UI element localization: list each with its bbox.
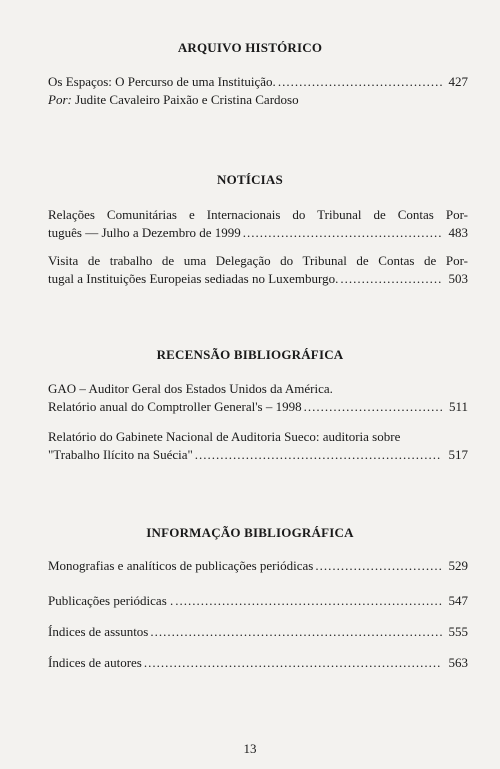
toc-line (48, 270, 468, 288)
toc-entry-espacos[interactable] (48, 73, 468, 109)
toc-entry-indices-autores[interactable] (48, 654, 468, 672)
toc-page-number: 503 (448, 271, 468, 286)
toc-page-number: 563 (448, 655, 468, 670)
dot-leader (150, 623, 442, 641)
toc-entry-relacoes[interactable] (48, 206, 468, 242)
dot-leader (144, 654, 442, 672)
toc-line (48, 73, 468, 91)
toc-entry-title-line-2: "Trabalho Ilícito na Suécia" (48, 447, 193, 462)
toc-entry-title: Publicações periódicas . (48, 593, 174, 608)
toc-page-number: 517 (448, 447, 468, 462)
toc-line (48, 623, 468, 641)
toc-entry-title-line-1: Relações Comunitárias e Internacionais do Tribunal de Contas Por- (48, 207, 468, 222)
toc-entry-title-line-2: tugal a Instituições Europeias sediadas no Luxemburgo. (48, 271, 339, 286)
toc-line (48, 654, 468, 672)
dot-leader (304, 398, 442, 416)
toc-entry-gao[interactable] (48, 380, 468, 416)
section-title-arquivo-historico: ARQUIVO HISTÓRICO (177, 40, 323, 55)
toc-entry-title-line-2: tuguês — Julho a Dezembro de 1999 (48, 225, 241, 240)
toc-entry-title: Os Espaços: O Percurso de uma Instituição. (48, 74, 276, 89)
dot-leader (195, 446, 442, 464)
dot-leader (175, 592, 442, 610)
toc-entry-title: Índices de assuntos (48, 624, 149, 639)
toc-entry-title-line-1: Visita de trabalho de uma Delegação do Tribunal de Contas de Por- (48, 253, 468, 268)
toc-entry-title-line-2: Relatório anual do Comptroller General's – 1998 (48, 399, 302, 414)
toc-entry-visita[interactable] (48, 252, 468, 288)
dot-leader (278, 73, 442, 91)
toc-entry-author-line (48, 91, 468, 109)
dot-leader (243, 224, 442, 242)
author-names: Judite Cavaleiro Paixão e Cristina Cardoso (75, 92, 299, 107)
toc-line (48, 224, 468, 242)
author-prefix: Por: (48, 92, 72, 107)
toc-page-number: 529 (448, 558, 468, 573)
toc-line (48, 557, 468, 575)
toc-entry-title: Monografias e analíticos de publicações periódicas (48, 558, 314, 573)
toc-page-number: 555 (448, 624, 468, 639)
page-number: 13 (243, 741, 257, 756)
toc-entry-title-line-1: Relatório do Gabinete Nacional de Auditoria Sueco: auditoria sobre (48, 429, 401, 444)
toc-page-number: 547 (448, 593, 468, 608)
toc-entry-relatorio-sueco[interactable] (48, 428, 468, 464)
toc-line (48, 446, 468, 464)
section-title-noticias: NOTÍCIAS (217, 172, 283, 187)
toc-entry-title: Índices de autores (48, 655, 142, 670)
toc-line (48, 592, 468, 610)
section-title-recensao-bibliografica: RECENSÃO BIBLIOGRÁFICA (156, 347, 344, 362)
toc-entry-title-line-1: GAO – Auditor Geral dos Estados Unidos da América. (48, 381, 333, 396)
toc-entry-publicacoes-periodicas[interactable] (48, 592, 468, 610)
toc-page-number: 427 (448, 74, 468, 89)
section-title-informacao-bibliografica: INFORMAÇÃO BIBLIOGRÁFICA (146, 525, 354, 540)
toc-entry-monografias[interactable] (48, 557, 468, 575)
toc-entry-indices-assuntos[interactable] (48, 623, 468, 641)
toc-page-number: 483 (448, 225, 468, 240)
toc-page-number: 511 (448, 399, 468, 414)
dot-leader (340, 270, 442, 288)
dot-leader (315, 557, 442, 575)
toc-line (48, 398, 468, 416)
